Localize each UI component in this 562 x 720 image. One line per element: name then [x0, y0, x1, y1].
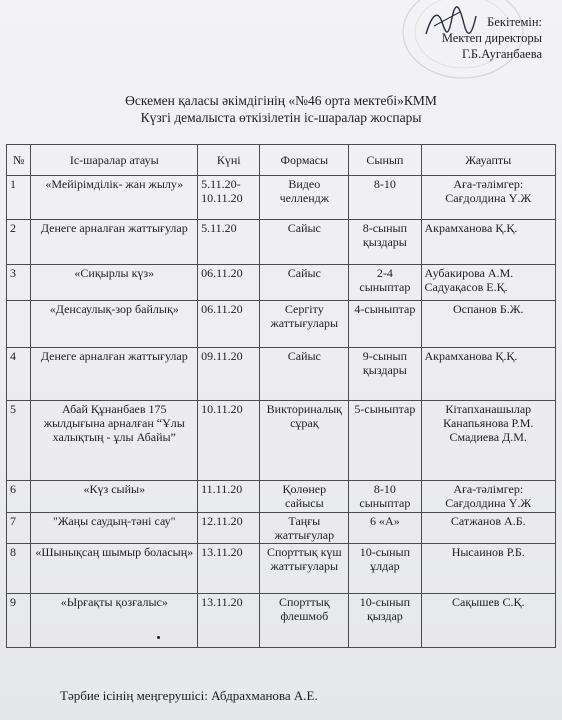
cell-date: 11.11.20: [198, 481, 260, 513]
approval-block: [372, 14, 542, 62]
cell-date: 06.11.20: [198, 301, 260, 348]
approval-label: Бекітемін:: [487, 15, 542, 29]
header-responsible: Жауапты: [421, 145, 556, 176]
cell-event-name: «Ырғақты қозғалыс»: [31, 594, 198, 648]
cell-responsible: Аубакирова А.М. Садуақасов Е.Қ.: [421, 265, 556, 301]
cell-responsible: Сақышев С.Қ.: [421, 594, 556, 648]
cell-class: 4-сыныптар: [349, 301, 421, 348]
cell-event-name: «Мейірімділік- жан жылу»: [31, 176, 198, 220]
table-row: [7, 301, 556, 348]
cell-event-name: «Денсаулық-зор байлық»: [31, 301, 198, 348]
cell-form: Видео челлендж: [260, 176, 349, 220]
cell-responsible: Акрамханова Қ.Қ.: [421, 348, 556, 401]
events-table: [6, 144, 556, 648]
table-row: [7, 594, 556, 648]
table-row: [7, 544, 556, 594]
cell-number: 8: [7, 544, 31, 594]
cell-date: 12.11.20: [198, 513, 260, 544]
ink-dot: [157, 636, 160, 639]
cell-date: 13.11.20: [198, 544, 260, 594]
cell-date: 5.11.20: [198, 220, 260, 265]
cell-responsible: Нысаинов Р.Б.: [421, 544, 556, 594]
table-row: [7, 220, 556, 265]
table-row: [7, 348, 556, 401]
cell-form: Сайыс: [260, 265, 349, 301]
cell-event-name: «Сиқырлы күз»: [31, 265, 198, 301]
cell-form: Таңғы жаттығулар: [260, 513, 349, 544]
cell-number: 9: [7, 594, 31, 648]
cell-date: 09.11.20: [198, 348, 260, 401]
cell-number: 3: [7, 265, 31, 301]
cell-form: Спорттық флешмоб: [260, 594, 349, 648]
cell-number: 2: [7, 220, 31, 265]
cell-responsible: Сатжанов А.Б.: [421, 513, 556, 544]
approval-position: Мектеп директоры: [441, 31, 542, 45]
cell-form: Сайыс: [260, 348, 349, 401]
table-row: [7, 401, 556, 481]
table-row: [7, 176, 556, 220]
approval-signer: Г.Б.Ауганбаева: [461, 47, 542, 61]
cell-event-name: Денеге арналған жаттығулар: [31, 348, 198, 401]
cell-date: 13.11.20: [198, 594, 260, 648]
cell-class: 8-10 сыныптар: [349, 481, 421, 513]
cell-date: 06.11.20: [198, 265, 260, 301]
header-form: Формасы: [260, 145, 349, 176]
cell-event-name: «Шынықсаң шымыр боласың»: [31, 544, 198, 594]
cell-number: 4: [7, 348, 31, 401]
document-title-school: Өскемен қаласы әкімдігінің «№46 орта мектебі»КММ: [125, 93, 437, 108]
table-row: [7, 265, 556, 301]
cell-date: 10.11.20: [198, 401, 260, 481]
cell-date: 5.11.20-10.11.20: [198, 176, 260, 220]
cell-class: 8-10: [349, 176, 421, 220]
footer-signature-line: Тәрбие ісінің меңгерушісі: Абдрахманова А.Е.: [60, 688, 318, 703]
cell-responsible: Аға-тәлімгер: Сағдолдина Ү.Ж: [421, 176, 556, 220]
cell-class: 9-сынып қыздары: [349, 348, 421, 401]
cell-class: 10-сынып ұлдар: [349, 544, 421, 594]
cell-number: 5: [7, 401, 31, 481]
cell-form: Сергіту жаттығулары: [260, 301, 349, 348]
cell-class: 2-4 сыныптар: [349, 265, 421, 301]
cell-number: [7, 301, 31, 348]
cell-number: 1: [7, 176, 31, 220]
cell-event-name: "Жаңы саудың-тәні сау": [31, 513, 198, 544]
table-row: [7, 513, 556, 544]
header-class: Сынып: [349, 145, 421, 176]
cell-responsible: Акрамханова Қ.Қ.: [421, 220, 556, 265]
header-event-name: Іс-шаралар атауы: [31, 145, 198, 176]
cell-class: 10-сынып қыздар: [349, 594, 421, 648]
cell-form: Қолөнер сайысы: [260, 481, 349, 513]
table-row: [7, 481, 556, 513]
cell-number: 6: [7, 481, 31, 513]
document-title-plan: Күзгі демалыста өткізілетін іс-шаралар жоспары: [140, 110, 422, 125]
cell-class: 5-сыныптар: [349, 401, 421, 481]
cell-form: Сайыс: [260, 220, 349, 265]
cell-responsible: Кітапханашылар Канапьянова Р.М. Смадиева Д.М.: [421, 401, 556, 481]
cell-responsible: Аға-тәлімгер: Сағдолдина Ү.Ж: [421, 481, 556, 513]
cell-form: Спорттық күш жаттығулары: [260, 544, 349, 594]
table-header-row: [7, 145, 556, 176]
cell-event-name: Абай Құнанбаев 175 жылдығына арналған “Ұлы халықтың - ұлы Абайы”: [31, 401, 198, 481]
cell-number: 7: [7, 513, 31, 544]
cell-responsible: Оспанов Б.Ж.: [421, 301, 556, 348]
header-date: Күні: [198, 145, 260, 176]
cell-event-name: «Күз сыйы»: [31, 481, 198, 513]
cell-class: 8-сынып қыздары: [349, 220, 421, 265]
header-number: №: [7, 145, 31, 176]
cell-class: 6 «А»: [349, 513, 421, 544]
cell-event-name: Денеге арналған жаттығулар: [31, 220, 198, 265]
cell-form: Викториналық сұрақ: [260, 401, 349, 481]
